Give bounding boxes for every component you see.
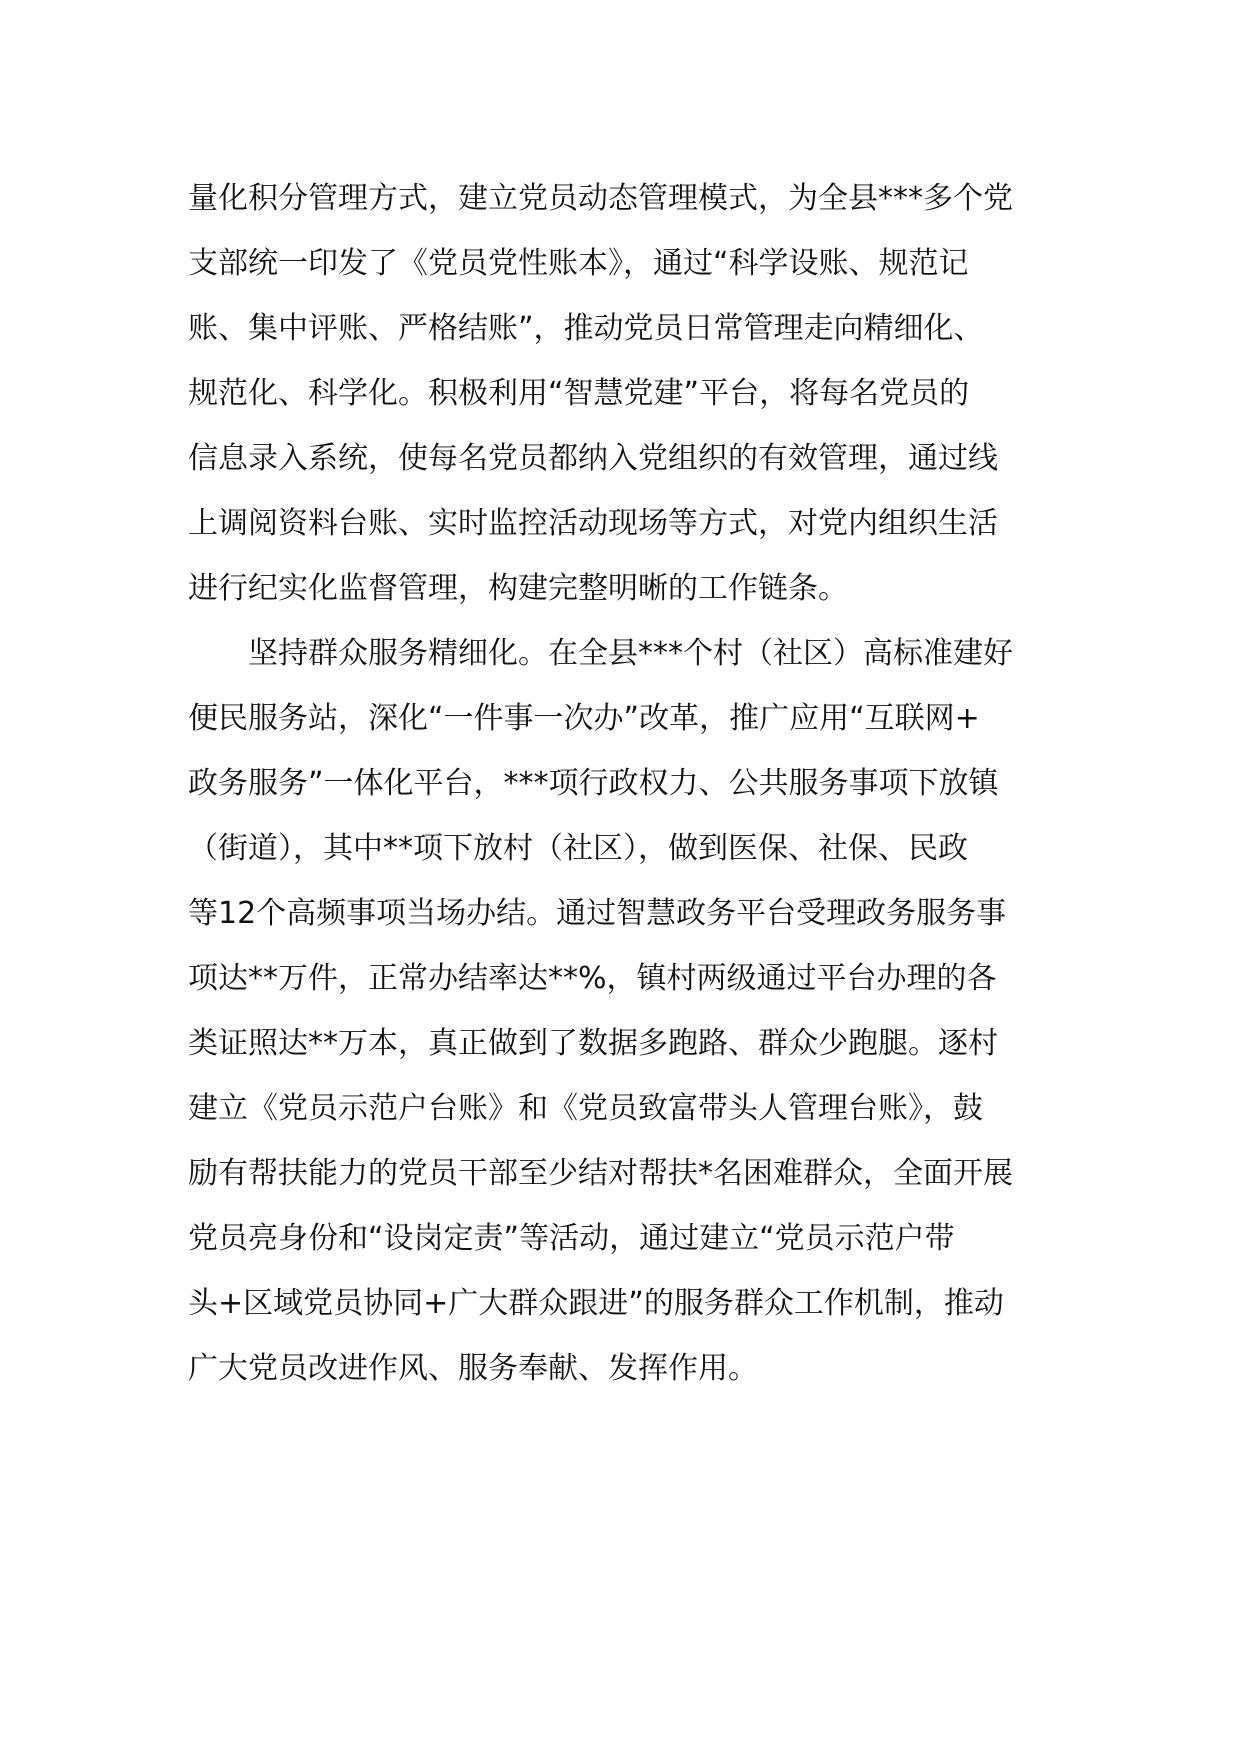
text-line-indented: 坚持群众服务精细化。在全县***个村（社区）高标准建好 <box>248 636 1013 671</box>
text-line: 政务服务”一体化平台，***项行政权力、公共服务事项下放镇 <box>188 766 999 801</box>
paragraph-party-member-management <box>188 166 1058 621</box>
text-line: 进行纪实化监督管理，构建完整明晰的工作链条。 <box>188 571 848 606</box>
text-line: 励有帮扶能力的党员干部至少结对帮扶*名困难群众，全面开展 <box>188 1156 1013 1191</box>
text-line: 党员亮身份和“设岗定责”等活动，通过建立“党员示范户带 <box>188 1221 955 1256</box>
text-line: 便民服务站，深化“一件事一次办”改革，推广应用“互联网+ <box>188 701 980 736</box>
body-text <box>188 166 1058 1401</box>
text-line: 规范化、科学化。积极利用“智慧党建”平台，将每名党员的 <box>188 376 970 411</box>
text-line: 等12个高频事项当场办结。通过智慧政务平台受理政务服务事 <box>188 896 1007 931</box>
text-line: 头+区域党员协同+广大群众跟进”的服务群众工作机制，推动 <box>188 1286 1004 1321</box>
text-line: 量化积分管理方式，建立党员动态管理模式，为全县***多个党 <box>188 181 1013 216</box>
text-line: 上调阅资料台账、实时监控活动现场等方式，对党内组织生活 <box>188 506 998 541</box>
text-line: 支部统一印发了《党员党性账本》，通过“科学设账、规范记 <box>188 246 969 281</box>
text-line: 信息录入系统，使每名党员都纳入党组织的有效管理，通过线 <box>188 441 998 476</box>
text-line: 广大党员改进作风、服务奉献、发挥作用。 <box>188 1351 758 1386</box>
text-line: 账、集中评账、严格结账”，推动党员日常管理走向精细化、 <box>188 311 984 346</box>
paragraph-public-service <box>188 621 1058 1401</box>
text-line: 类证照达**万本，真正做到了数据多跑路、群众少跑腿。逐村 <box>188 1026 998 1061</box>
text-line: 建立《党员示范户台账》和《党员致富带头人管理台账》，鼓 <box>188 1091 983 1126</box>
text-line: （街道），其中**项下放村（社区），做到医保、社保、民政 <box>188 831 968 866</box>
text-line: 项达**万件，正常办结率达**%，镇村两级通过平台办理的各 <box>188 961 997 996</box>
